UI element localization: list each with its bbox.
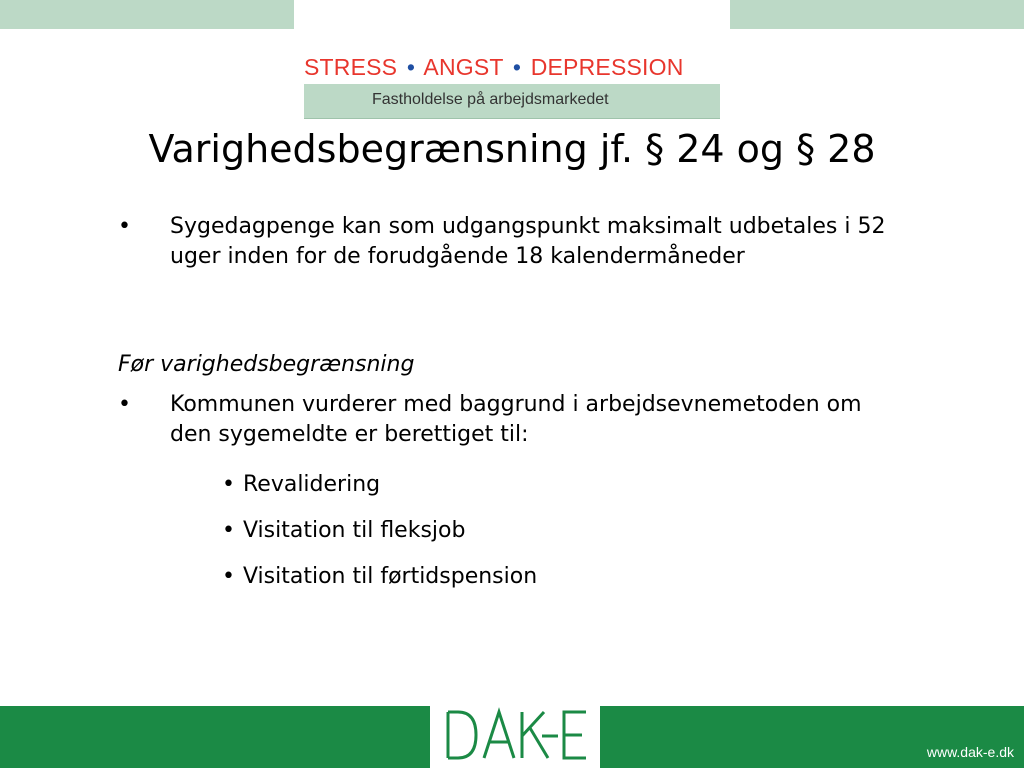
slide-content [118,212,898,608]
banner-word-stress: STRESS [304,54,398,80]
banner-word-depression: DEPRESSION [530,54,684,80]
website-url: www.dak-e.dk [926,744,1014,760]
sub-list-item [222,470,898,516]
header-banner [304,52,720,119]
intro-bullet-text: Sygedagpenge kan som udgangspunkt maksimalt udbetales i 52 uger inden for de forudgående 18 kalendermåneder [170,214,886,269]
list-item [118,390,898,450]
dak-e-logo [430,706,600,768]
sub-item-revalidering: Revalidering [242,472,381,497]
sub-list-item [222,516,898,562]
sub-list [118,470,898,608]
page-title: Varighedsbegrænsning jf. § 24 og § 28 [148,127,876,171]
banner-word-angst: ANGST [423,54,504,80]
top-decor-bar-right [730,0,1024,29]
banner-separator-dot: • [512,54,522,80]
top-decor-bar-left [0,0,294,29]
bullet-marker: • [118,392,131,417]
dak-e-logo-icon [430,706,600,768]
footer-bar [0,706,1024,768]
bullet-marker: • [222,564,235,589]
sub-item-foertidspension: Visitation til førtidspension [242,564,538,589]
banner-subtitle: Fastholdelse på arbejdsmarkedet [304,84,720,119]
section-bullet-text: Kommunen vurderer med baggrund i arbejdsevnemetoden om den sygemeldte er berettiget til: [170,392,862,447]
banner-title [304,52,720,82]
bullet-marker: • [222,518,235,543]
bullet-marker: • [222,472,235,497]
sub-list-item [222,562,898,608]
list-item [118,212,898,272]
bullet-marker: • [118,214,131,239]
sub-item-fleksjob: Visitation til fleksjob [242,518,466,543]
banner-separator-dot: • [406,54,416,80]
section-heading: Før varighedsbegrænsning [118,352,415,377]
